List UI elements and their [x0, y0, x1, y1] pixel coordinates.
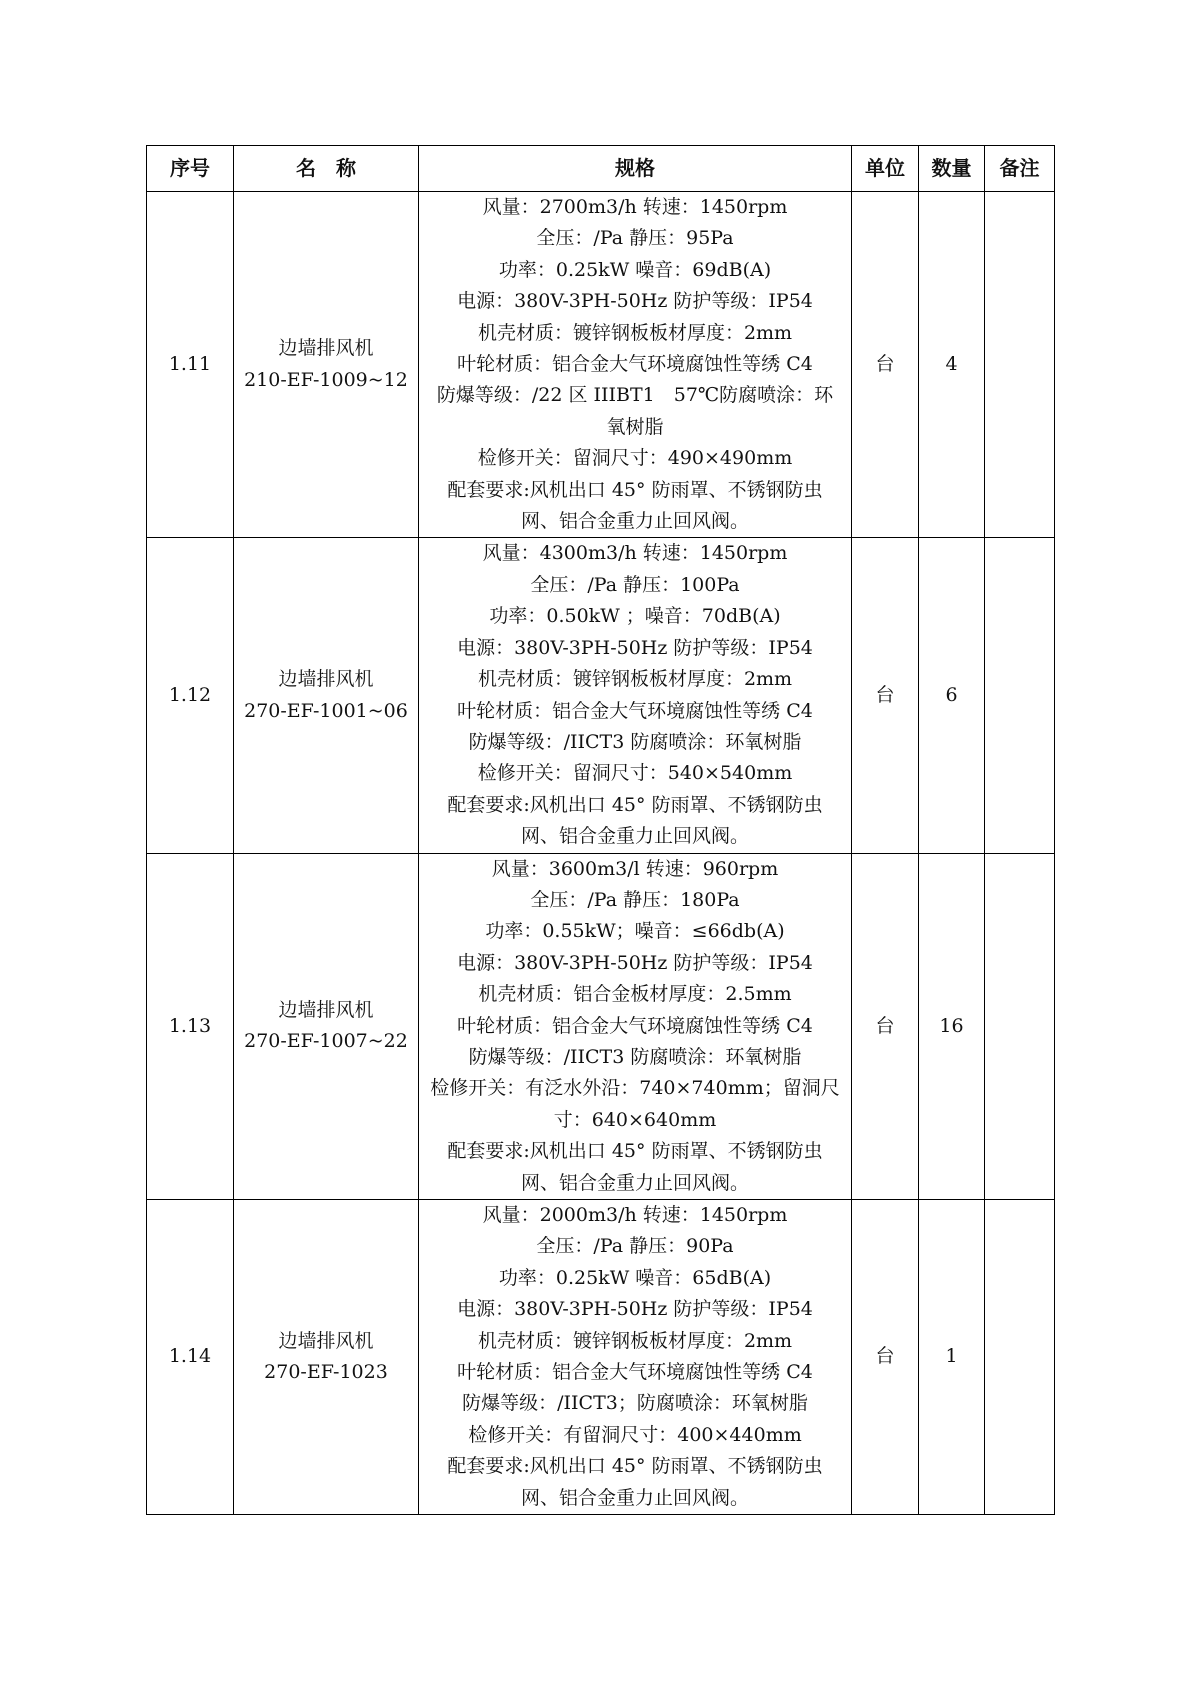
row-name-line: 210-EF-1009~12	[244, 368, 408, 391]
spec-line: 叶轮材质：铝合金大气环境腐蚀性等绣 C4	[457, 1014, 813, 1037]
spec-line: 电源：380V-3PH-50Hz 防护等级：IP54	[457, 290, 813, 313]
header-row	[147, 146, 1055, 192]
spec-line: 机壳材质：铝合金板材厚度：2.5mm	[478, 983, 792, 1006]
spec-line: 防爆等级：/IICT3 防腐喷涂：环氧树脂	[468, 1045, 802, 1068]
spec-line: 叶轮材质：铝合金大气环境腐蚀性等绣 C4	[457, 699, 813, 722]
spec-line: 风量：4300m3/h 转速：1450rpm	[482, 542, 788, 565]
header-name: 名 称	[234, 146, 419, 192]
row-spec	[419, 192, 852, 538]
spec-line: 机壳材质：镀锌钢板板材厚度：2mm	[477, 668, 793, 691]
spec-line: 叶轮材质：铝合金大气环境腐蚀性等绣 C4	[457, 1361, 813, 1384]
row-index: 1.12	[147, 538, 234, 853]
spec-line: 网、铝合金重力止回风阀。	[520, 1171, 749, 1194]
spec-line: 网、铝合金重力止回风阀。	[520, 825, 749, 848]
spec-line: 寸：640×640mm	[553, 1108, 717, 1131]
spec-line: 配套要求:风机出口 45° 防雨罩、不锈钢防虫	[447, 1140, 823, 1163]
table-row	[147, 538, 1055, 853]
spec-line: 检修开关：留洞尺寸：540×540mm	[477, 762, 793, 785]
row-index: 1.13	[147, 853, 234, 1199]
spec-line: 防爆等级：/IICT3；防腐喷涂：环氧树脂	[462, 1392, 808, 1415]
row-spec	[419, 538, 852, 853]
spec-line: 检修开关：有泛水外沿：740×740mm；留洞尺	[430, 1077, 840, 1100]
spec-line: 网、铝合金重力止回风阀。	[520, 510, 749, 533]
row-remark	[985, 1200, 1055, 1515]
header-qty: 数量	[919, 146, 985, 192]
row-spec	[419, 853, 852, 1199]
spec-line: 配套要求:风机出口 45° 防雨罩、不锈钢防虫	[447, 478, 823, 501]
row-unit: 台	[852, 853, 919, 1199]
table-body	[147, 192, 1055, 1515]
spec-line: 机壳材质：镀锌钢板板材厚度：2mm	[477, 321, 793, 344]
row-name-line: 边墙排风机	[278, 337, 374, 360]
row-name	[234, 538, 419, 853]
spec-line: 功率：0.25kW 噪音：65dB(A)	[498, 1266, 772, 1289]
row-name	[234, 1200, 419, 1515]
spec-line: 检修开关：留洞尺寸：490×490mm	[477, 447, 793, 470]
spec-line: 风量：2700m3/h 转速：1450rpm	[482, 196, 788, 218]
row-unit: 台	[852, 192, 919, 538]
equipment-table	[146, 145, 1055, 1515]
spec-line: 机壳材质：镀锌钢板板材厚度：2mm	[477, 1329, 793, 1352]
row-index: 1.11	[147, 192, 234, 538]
row-name-line: 边墙排风机	[278, 668, 374, 691]
header-unit: 单位	[852, 146, 919, 192]
row-name-line: 270-EF-1001~06	[244, 699, 408, 722]
spec-line: 配套要求:风机出口 45° 防雨罩、不锈钢防虫	[447, 793, 823, 816]
row-remark	[985, 192, 1055, 538]
row-name-line: 270-EF-1023	[264, 1361, 388, 1384]
row-qty: 16	[919, 853, 985, 1199]
spec-line: 电源：380V-3PH-50Hz 防护等级：IP54	[457, 951, 813, 974]
table-row	[147, 853, 1055, 1199]
header-remark: 备注	[985, 146, 1055, 192]
row-unit: 台	[852, 538, 919, 853]
spec-line: 风量：2000m3/h 转速：1450rpm	[482, 1204, 788, 1226]
row-index: 1.14	[147, 1200, 234, 1515]
row-qty: 1	[919, 1200, 985, 1515]
row-remark	[985, 853, 1055, 1199]
spec-line: 功率：0.50kW ；噪音：70dB(A)	[489, 605, 781, 628]
table-row	[147, 192, 1055, 538]
spec-line: 叶轮材质：铝合金大气环境腐蚀性等绣 C4	[457, 353, 813, 376]
row-name-line: 边墙排风机	[278, 1329, 374, 1352]
spec-line: 配套要求:风机出口 45° 防雨罩、不锈钢防虫	[447, 1455, 823, 1478]
table-header	[147, 146, 1055, 192]
header-spec: 规格	[419, 146, 852, 192]
spec-line: 功率：0.25kW 噪音：69dB(A)	[498, 258, 772, 281]
spec-line: 氧树脂	[606, 415, 664, 438]
row-name	[234, 192, 419, 538]
spec-line: 全压：/Pa 静压：180Pa	[530, 888, 740, 911]
table-row	[147, 1200, 1055, 1515]
spec-line: 防爆等级：/IICT3 防腐喷涂：环氧树脂	[468, 730, 802, 753]
spec-line: 全压：/Pa 静压：100Pa	[530, 573, 740, 596]
spec-line: 检修开关：有留洞尺寸：400×440mm	[468, 1423, 802, 1446]
spec-line: 防爆等级：/22 区 IIIBT1 57℃防腐喷涂：环	[436, 384, 834, 407]
row-name-line: 边墙排风机	[278, 998, 374, 1021]
spec-line: 功率：0.55kW；噪音：≤66db(A)	[485, 920, 785, 943]
row-unit: 台	[852, 1200, 919, 1515]
spec-line: 风量：3600m3/l 转速：960rpm	[491, 857, 779, 880]
spec-line: 电源：380V-3PH-50Hz 防护等级：IP54	[457, 1298, 813, 1321]
spec-line: 全压：/Pa 静压：95Pa	[536, 227, 734, 250]
spec-line: 网、铝合金重力止回风阀。	[520, 1486, 749, 1509]
row-remark	[985, 538, 1055, 853]
spec-line: 电源：380V-3PH-50Hz 防护等级：IP54	[457, 636, 813, 659]
spec-line: 全压：/Pa 静压：90Pa	[536, 1235, 734, 1258]
row-qty: 6	[919, 538, 985, 853]
row-name	[234, 853, 419, 1199]
row-qty: 4	[919, 192, 985, 538]
row-name-line: 270-EF-1007~22	[244, 1030, 408, 1053]
header-index: 序号	[147, 146, 234, 192]
row-spec	[419, 1200, 852, 1515]
